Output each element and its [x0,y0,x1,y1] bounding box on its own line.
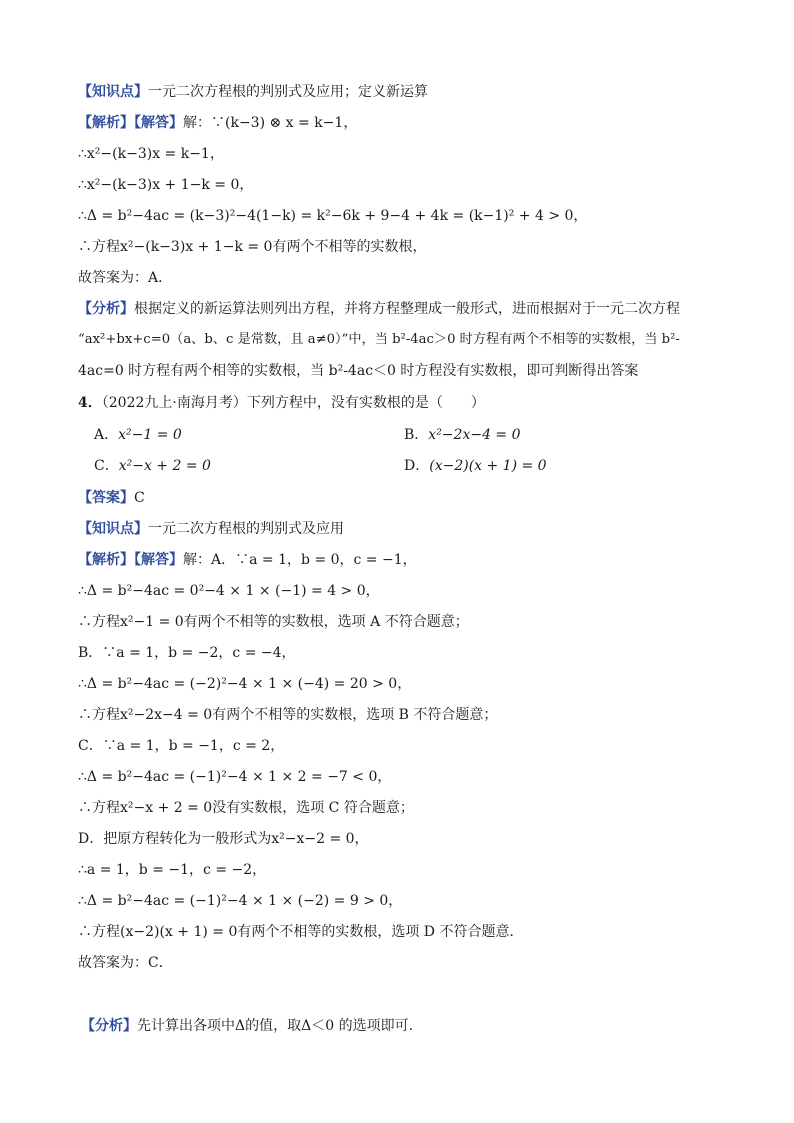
option-label: D． [404,458,430,474]
analysis-tag: 【解析】【解答】 [78,115,183,131]
analysis-line [78,550,417,570]
answer-conclusion: 故答案为：A. [78,270,163,286]
solution-step: ∴方程x²−x + 2 = 0没有实数根，选项 C 符合题意； [78,800,414,816]
solution-step: B．∵a = 1，b = −2，c = −4， [78,645,296,661]
option-a [94,425,182,445]
option-d [404,456,547,476]
analysis-text: 解：∵(k−3) ⊗ x = k−1， [183,115,358,131]
solution-step: ∴x²−(k−3)x + 1−k = 0， [78,177,254,193]
fenxi-tag: 【分析】 [78,301,134,317]
option-c [94,456,211,476]
option-b [404,425,521,445]
solution-step: ∴Δ = b²−4ac = (−2)²−4 × 1 × (−4) = 20 > 0， [78,676,412,692]
solution-step: C．∵a = 1，b = −1，c = 2， [78,738,285,754]
solution-step: ∴方程x²−2x−4 = 0有两个不相等的实数根，选项 B 不符合题意； [78,707,498,723]
answer-text: C [134,490,145,506]
option-text: x²−x + 2 = 0 [118,458,211,474]
fenxi-text: 先计算出各项中Δ的值，取Δ＜0 的选项即可. [137,1018,414,1034]
knowledge-tag: 【知识点】 [78,521,148,537]
analysis-summary-line [78,299,680,319]
solution-step: ∴Δ = b²−4ac = (−1)²−4 × 1 × (−2) = 9 > 0， [78,893,403,909]
solution-step: ∴方程x²−(k−3)x + 1−k = 0有两个不相等的实数根， [78,239,427,255]
analysis-summary-line [81,1016,413,1036]
solution-step: D．把原方程转化为一般形式为x²−x−2 = 0， [78,831,369,847]
fenxi-text: 4ac=0 时方程有两个相等的实数根，当 b²-4ac＜0 时方程没有实数根，即可判断得出答案 [78,363,639,379]
solution-step: ∴a = 1，b = −1，c = −2， [78,862,267,878]
knowledge-tag: 【知识点】 [78,84,148,100]
knowledge-text: 一元二次方程根的判别式及应用；定义新运算 [148,84,428,100]
answer-tag: 【答案】 [78,490,134,506]
solution-step: ∴Δ = b²−4ac = (−1)²−4 × 1 × 2 = −7 < 0， [78,769,392,785]
fenxi-text: “ax²+bx+c=0（a、b、c 是常数，且 a≠0）”中，当 b²-4ac＞0 时方程有两个不相等的实数根，当 b²- [78,332,680,347]
solution-step: ∴方程x²−1 = 0有两个不相等的实数根，选项 A 不符合题意； [78,614,469,630]
option-label: C． [94,458,119,474]
solution-step: ∴Δ = b²−4ac = 0²−4 × 1 × (−1) = 4 > 0， [78,583,380,599]
question-stem [78,393,485,413]
solution-step: ∴Δ = b²−4ac = (k−3)²−4(1−k) = k²−6k + 9−4 + 4k = (k−1)² + 4 > 0， [78,208,588,224]
question-source: （2022九上·南海月考） [101,395,247,411]
knowledge-point-line [78,82,428,102]
fenxi-tag: 【分析】 [81,1018,137,1034]
knowledge-point-line [78,519,344,539]
analysis-tag: 【解析】【解答】 [78,552,183,568]
question-text: 下列方程中，没有实数根的是（ ） [246,395,485,411]
knowledge-text: 一元二次方程根的判别式及应用 [148,521,344,537]
option-text: (x−2)(x + 1) = 0 [429,458,547,474]
solution-step: ∴方程(x−2)(x + 1) = 0有两个不相等的实数根，选项 D 不符合题意． [78,924,524,940]
fenxi-text: 根据定义的新运算法则列出方程，并将方程整理成一般形式，进而根据对于一元二次方程 [134,301,680,317]
analysis-line [78,113,357,133]
answer-conclusion: 故答案为：C． [78,955,173,971]
option-label: A． [94,427,119,443]
answer-line [78,488,145,508]
question-number: 4． [78,395,102,411]
option-text: x²−2x−4 = 0 [428,427,521,443]
option-text: x²−1 = 0 [118,427,182,443]
option-label: B． [404,427,429,443]
analysis-text: 解：A．∵a = 1，b = 0，c = −1， [183,552,417,568]
solution-step: ∴x²−(k−3)x = k−1， [78,146,224,162]
